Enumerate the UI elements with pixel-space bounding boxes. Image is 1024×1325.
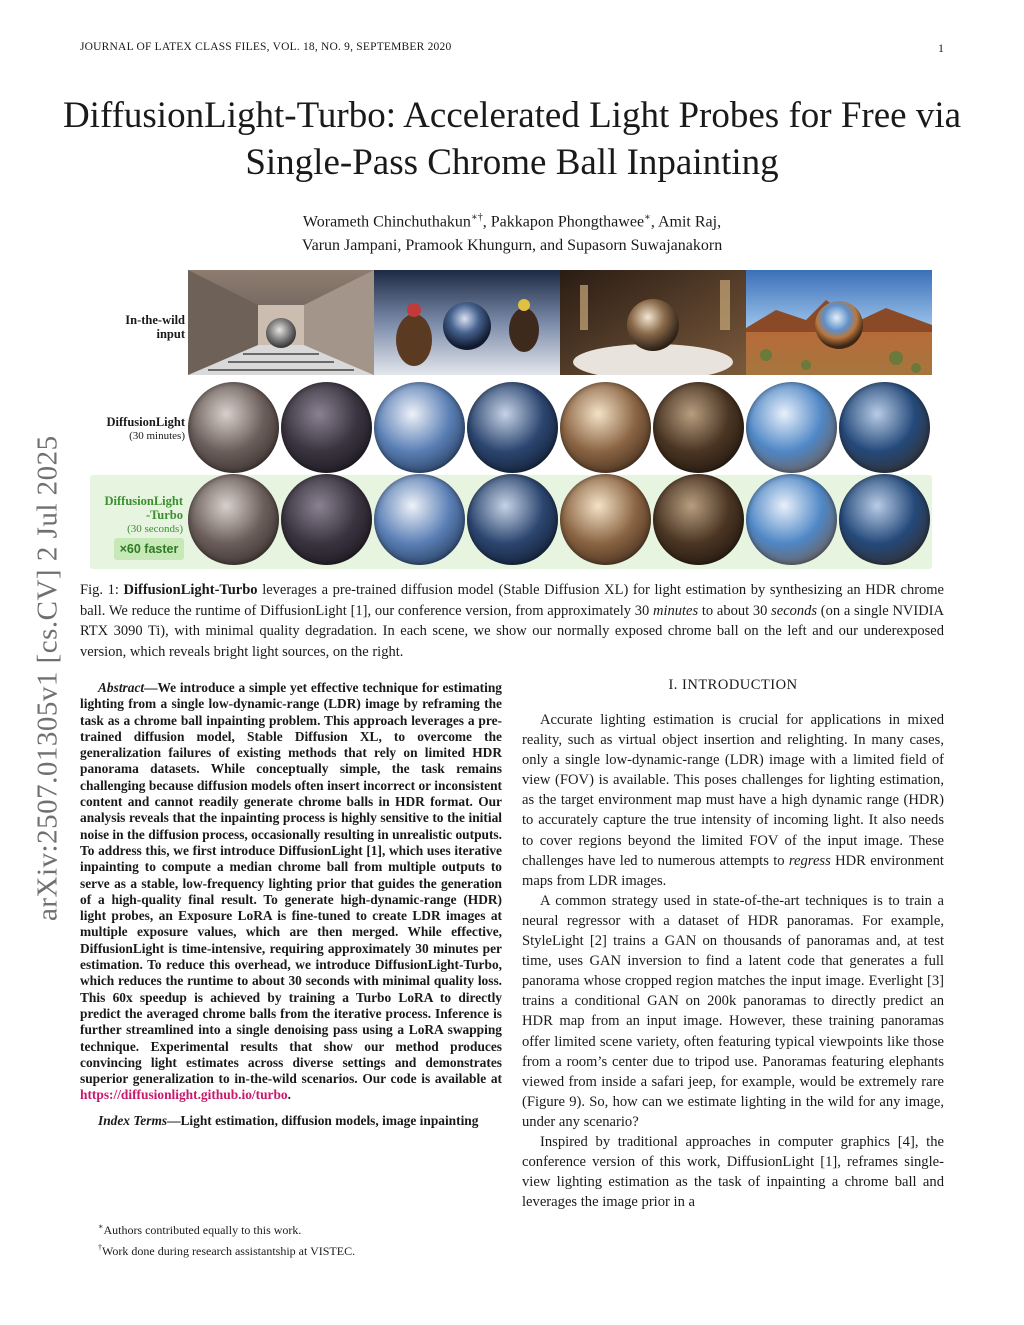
- diffusionlight-ball: [467, 382, 558, 473]
- abstract-end: .: [287, 1087, 291, 1103]
- row-label-turbo: [90, 494, 183, 536]
- input-image-dinner: [560, 270, 746, 375]
- turbo-ball: [746, 474, 837, 565]
- author-name: Worameth Chinchuthakun: [302, 213, 471, 231]
- diffusionlight-ball: [281, 382, 372, 473]
- turbo-ball: [560, 474, 651, 565]
- author-mark: ∗: [644, 212, 651, 223]
- footnote-mark: ∗: [98, 1222, 104, 1231]
- abstract-body: —We introduce a simple yet effective technique for estimating lighting from a single low-dynamic-range (LDR) image by reframing the task as a chrome ball inpainting problem. This approach leverages a pre-trained diffusion model, Stable Diffusion XL, to overcome the generalization failures of existing methods that rely on limited HDR panorama datasets. While conceptually simple, the task remains challenging because diffusion models often insert incorrect or inconsistent content and cannot readily generate chrome balls in HDR format. Our analysis reveals that the inpainting process is highly sensitive to the initial noise in the diffusion process, occasionally resulting in unrealistic outputs. To address this, we first introduce DiffusionLight [1], which uses iterative inpainting to compute a median chrome ball from multiple outputs to serve as a stable, low-frequency lighting prior that guides the generation of a high-quality final result. To generate high-dynamic-range (HDR) light probes, an Exposure LoRA is fine-tuned to create LDR images at multiple exposure values, which are then merged. While effective, DiffusionLight is time-intensive, requiring approximately 30 minutes per estimation. To reduce this overhead, we introduce DiffusionLight-Turbo, which reduces the runtime to about 30 seconds with minimal quality loss. This 60x speedup is achieved by training a Turbo LoRA to directly predict the averaged chrome balls from the iterative process. Inference is further streamlined into a single denoising pass using a LoRA swapping technique. Experimental results that show our method produces convincing light estimates across diverse settings and demonstrates superior generalization to in-the-wild scenarios. Our code is available at: [80, 680, 502, 1087]
- author-name: , Amit Raj,: [650, 213, 722, 231]
- diffusionlight-ball: [839, 382, 930, 473]
- footnote: [80, 1218, 502, 1239]
- diffusionlight-ball: [374, 382, 465, 473]
- caption-text: leverages a pre-trained diffusion model (Stable Diffusion XL) for light estimation by synthesizing an HDR chrome ball. We reduce the runtime of DiffusionLight [1], our conference version, from approximately 30: [80, 582, 944, 619]
- row-label-diffusionlight: [90, 415, 185, 443]
- row-label-line: input: [156, 327, 185, 341]
- abstract-column: [80, 680, 502, 1129]
- intro-text: Accurate lighting estimation is crucial for applications in mixed reality, such as virtual object insertion and relighting. In many cases, only a single low-dynamic-range (LDR) image with a limited field of view (FOV) is available. This poses challenges for lighting estimation, as the target environment map must have a high dynamic range (HDR) to accurately capture the true intensity of incoming light. It also needs to cover regions beyond the limited FOV of the input image. These challenges have led to numerous attempts to: [522, 712, 944, 869]
- intro-paragraph: Inspired by traditional approaches in computer graphics [4], the conference version of this work, DiffusionLight [1], reframes single-view lighting estimation as the task of inpainting a chrome ball and leverages the image prior in a: [522, 1133, 944, 1211]
- author-line-2: Varun Jampani, Pramook Khungurn, and Supasorn Suwajanakorn: [301, 237, 723, 255]
- intro-paragraph: [522, 710, 944, 891]
- caption-text: (on a single NVIDIA RTX 3090 Ti), with minimal quality degradation. In each scene, we show our normally exposed chrome ball on the left and our underexposed version, which reveals bright light sources, on the right.: [80, 602, 944, 660]
- row-label-time: (30 minutes): [129, 430, 185, 442]
- diffusionlight-ball: [188, 382, 279, 473]
- turbo-ball: [188, 474, 279, 565]
- footnote-text: Work done during research assistantship at VISTEC.: [102, 1244, 356, 1258]
- speedup-badge: ×60 faster: [114, 538, 184, 560]
- arxiv-stamp: arXiv:2507.01305v1 [cs.CV] 2 Jul 2025: [31, 435, 64, 921]
- figure-caption: [80, 580, 944, 662]
- caption-text: to about 30: [698, 602, 772, 619]
- diffusionlight-ball: [746, 382, 837, 473]
- caption-emphasis: minutes: [653, 602, 699, 619]
- abstract-label: Abstract: [98, 680, 145, 695]
- turbo-ball: [374, 474, 465, 565]
- introduction-column: [522, 710, 944, 1212]
- index-terms-label: Index Terms: [98, 1112, 168, 1128]
- diffusionlight-ball: [653, 382, 744, 473]
- row-label-line: In-the-wild: [125, 313, 185, 327]
- footnotes: [80, 1218, 502, 1260]
- caption-prefix: Fig. 1:: [80, 582, 124, 598]
- turbo-ball: [839, 474, 930, 565]
- caption-emphasis: seconds: [771, 602, 818, 619]
- input-image-horse-race: [374, 270, 560, 375]
- intro-paragraph: A common strategy used in state-of-the-art techniques is to train a neural regressor with a dataset of HDR panoramas. For example, StyleLight [2] trains a GAN on thousands of panoramas and, at test time, uses GAN inversion to find a latent code that generates a full panorama whose cropped region matches the input image. Everlight [3] trains a conditional GAN on 200k panoramas to directly predict an HDR map from an input image. However, these training panoramas offer limited scene variety, often featuring typical viewpoints like those from a room’s center due to tripod use. Panoramas featuring elephants viewed from inside a safari jeep, for example, would be extremely rare (Figure 9). So, how can we estimate lighting in the wild for any image, under any scenario?: [522, 892, 944, 1130]
- index-terms: [80, 1113, 502, 1129]
- author-list: [120, 206, 904, 258]
- intro-text: HDR environment maps from LDR images.: [522, 852, 944, 889]
- diffusionlight-ball: [560, 382, 651, 473]
- footnote-mark: †: [98, 1243, 102, 1252]
- row-label-line: -Turbo: [145, 508, 183, 522]
- footnote: [80, 1239, 502, 1260]
- turbo-ball: [281, 474, 372, 565]
- row-label-line: DiffusionLight: [104, 494, 183, 508]
- page-number: 1: [938, 41, 944, 55]
- index-terms-body: —Light estimation, diffusion models, image inpainting: [167, 1112, 479, 1128]
- section-heading-introduction: I. INTRODUCTION: [668, 677, 798, 693]
- author-name: , Pakkapon Phongthawee: [482, 213, 645, 231]
- input-image-desert: [746, 270, 932, 375]
- intro-emphasis: regress: [788, 852, 831, 869]
- row-label-time: (30 seconds): [127, 523, 183, 535]
- turbo-ball: [467, 474, 558, 565]
- journal-header: JOURNAL OF LATEX CLASS FILES, VOL. 18, NO. 9, SEPTEMBER 2020: [80, 41, 452, 53]
- input-image-hallway: [188, 270, 374, 375]
- abstract: [80, 680, 502, 1104]
- footnote-text: Authors contributed equally to this work.: [103, 1223, 302, 1237]
- paper-title: DiffusionLight-Turbo: Accelerated Light Probes for Free via Single-Pass Chrome Ball Inpainting: [62, 95, 962, 183]
- turbo-ball: [653, 474, 744, 565]
- author-mark: ∗†: [470, 212, 483, 223]
- code-link[interactable]: https://diffusionlight.github.io/turbo: [80, 1087, 288, 1103]
- row-label-input: [90, 313, 185, 341]
- caption-method-name: DiffusionLight-Turbo: [123, 582, 258, 598]
- row-label-line: DiffusionLight: [106, 415, 185, 429]
